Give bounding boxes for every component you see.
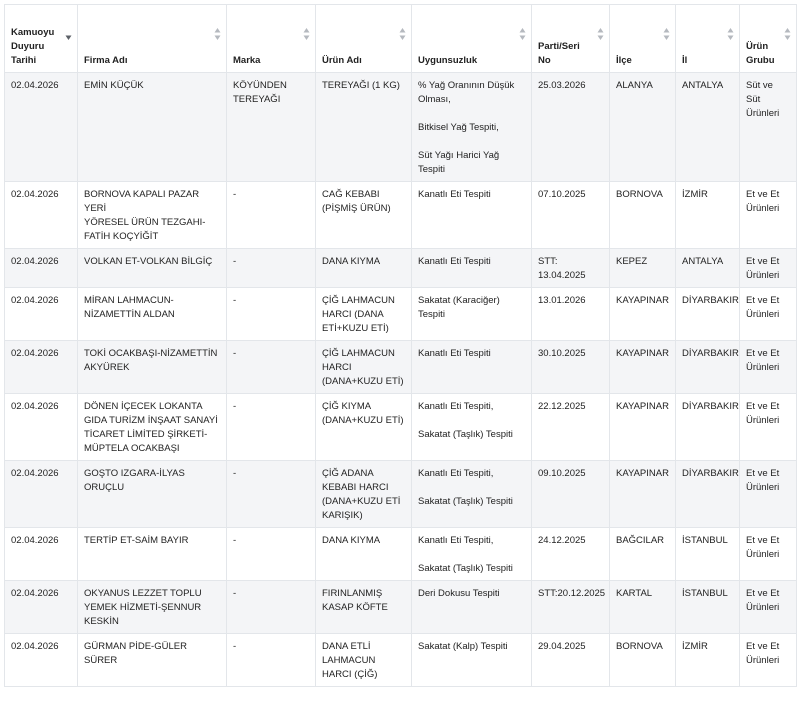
cell-text: FATİH KOÇYİĞİT	[84, 231, 159, 242]
cell-duyuru-tarihi	[5, 528, 78, 581]
header-label: Parti/Seri No	[538, 41, 580, 66]
cell-urun-grubu	[740, 634, 797, 687]
cell-uygunsuzluk	[412, 581, 532, 634]
sort-icon[interactable]	[597, 27, 604, 41]
cell-text: KASAP KÖFTE	[322, 602, 388, 613]
cell-text: MİRAN LAHMACUN-	[84, 295, 174, 306]
cell-uygunsuzluk	[412, 394, 532, 461]
cell-text: Et ve Et	[746, 348, 780, 359]
cell-text: -	[233, 588, 237, 599]
cell-text: KARTAL	[616, 588, 653, 599]
cell-text: ETİ+KUZU ETİ)	[322, 323, 389, 334]
cell-text: 02.04.2026	[11, 641, 59, 652]
sort-icon[interactable]	[519, 27, 526, 41]
cell-duyuru-tarihi	[5, 249, 78, 288]
cell-text: Ürünleri	[746, 309, 780, 320]
cell-text: ÇİĞ LAHMACUN	[322, 348, 395, 359]
table-row	[5, 341, 797, 394]
cell-text: Sakatat (Taşlık) Tespiti	[418, 496, 513, 507]
cell-text: Et ve Et	[746, 295, 780, 306]
cell-urun-grubu	[740, 394, 797, 461]
col-uygunsuzluk[interactable]	[412, 5, 532, 73]
cell-firma-adi	[78, 394, 227, 461]
col-firma-adi[interactable]	[78, 5, 227, 73]
cell-urun-grubu	[740, 288, 797, 341]
cell-text: 02.04.2026	[11, 80, 59, 91]
cell-text: DİYARBAKIR	[682, 348, 739, 359]
cell-parti-seri-no	[532, 581, 610, 634]
table-row	[5, 528, 797, 581]
cell-marka	[227, 528, 316, 581]
cell-text: KESKİN	[84, 616, 119, 627]
cell-urun-adi	[316, 461, 412, 528]
cell-duyuru-tarihi	[5, 634, 78, 687]
cell-text: ÇİĞ ADANA	[322, 468, 374, 479]
cell-ilce	[610, 394, 676, 461]
cell-uygunsuzluk	[412, 461, 532, 528]
cell-text: 30.10.2025	[538, 348, 586, 359]
cell-text: -	[233, 535, 237, 546]
cell-text: 02.04.2026	[11, 588, 59, 599]
table-header-row	[5, 5, 797, 73]
col-il[interactable]	[676, 5, 740, 73]
cell-marka	[227, 182, 316, 249]
cell-text: KAYAPINAR	[616, 348, 669, 359]
cell-urun-grubu	[740, 341, 797, 394]
table-row	[5, 249, 797, 288]
cell-text: ALANYA	[616, 80, 653, 91]
cell-text: YÖRESEL ÜRÜN TEZGAHI-	[84, 217, 206, 228]
cell-urun-adi	[316, 341, 412, 394]
cell-text: BORNOVA	[616, 189, 663, 200]
cell-text: STT:	[538, 256, 558, 267]
cell-duyuru-tarihi	[5, 461, 78, 528]
cell-text: ÇİĞ LAHMACUN	[322, 295, 395, 306]
cell-il	[676, 634, 740, 687]
cell-firma-adi	[78, 581, 227, 634]
cell-parti-seri-no	[532, 288, 610, 341]
cell-ilce	[610, 288, 676, 341]
cell-text: Ürünleri	[746, 108, 780, 119]
cell-urun-adi	[316, 394, 412, 461]
col-duyuru-tarihi[interactable]	[5, 5, 78, 73]
header-label: Ürün Adı	[322, 55, 362, 66]
cell-text: YEMEK HİZMETİ-ŞENNUR	[84, 602, 202, 613]
header-label: Marka	[233, 55, 261, 66]
cell-text: ÇİĞ KIYMA	[322, 401, 372, 412]
cell-urun-adi	[316, 528, 412, 581]
header-label: Ürün Grubu	[746, 41, 775, 66]
cell-firma-adi	[78, 341, 227, 394]
cell-text: Süt	[746, 94, 761, 105]
cell-text: Kanatlı Eti Tespiti	[418, 189, 491, 200]
cell-text: Ürünleri	[746, 549, 780, 560]
cell-urun-grubu	[740, 249, 797, 288]
cell-urun-adi	[316, 182, 412, 249]
cell-text: CAĞ KEBABI	[322, 189, 380, 200]
recall-table	[4, 4, 797, 687]
cell-urun-adi	[316, 73, 412, 182]
cell-text: Ürünleri	[746, 270, 780, 281]
cell-text: İSTANBUL	[682, 535, 728, 546]
cell-text: DANA ETLİ	[322, 641, 371, 652]
cell-text: KEBABI HARCI	[322, 482, 389, 493]
cell-text: Tespiti	[418, 164, 445, 175]
cell-ilce	[610, 73, 676, 182]
cell-ilce	[610, 528, 676, 581]
cell-text: HARCI (DANA	[322, 309, 384, 320]
cell-text: 29.04.2025	[538, 641, 586, 652]
cell-text	[418, 135, 525, 149]
cell-il	[676, 581, 740, 634]
cell-text: DİYARBAKIR	[682, 468, 739, 479]
cell-text: FIRINLANMIŞ	[322, 588, 383, 599]
cell-text: Kanatlı Eti Tespiti	[418, 256, 491, 267]
cell-duyuru-tarihi	[5, 73, 78, 182]
header-label: Uygunsuzluk	[418, 55, 478, 66]
cell-text: TERTİP ET-SAİM BAYIR	[84, 535, 189, 546]
cell-urun-grubu	[740, 182, 797, 249]
cell-text: 02.04.2026	[11, 189, 59, 200]
cell-text: EMİN KÜÇÜK	[84, 80, 144, 91]
cell-text: GIDA TURİZM İNŞAAT SANAYİ	[84, 415, 218, 426]
cell-text: LAHMACUN	[322, 655, 376, 666]
cell-parti-seri-no	[532, 528, 610, 581]
cell-duyuru-tarihi	[5, 394, 78, 461]
cell-text	[418, 107, 525, 121]
cell-text: Süt ve	[746, 80, 773, 91]
cell-text: (PİŞMİŞ ÜRÜN)	[322, 203, 391, 214]
cell-text: Sakatat (Taşlık) Tespiti	[418, 429, 513, 440]
cell-marka	[227, 461, 316, 528]
cell-text	[418, 481, 525, 495]
table-row	[5, 394, 797, 461]
sort-icon[interactable]	[784, 27, 791, 41]
cell-duyuru-tarihi	[5, 581, 78, 634]
cell-text: DANA KIYMA	[322, 535, 381, 546]
cell-text: Ürünleri	[746, 203, 780, 214]
cell-text: -	[233, 189, 237, 200]
table-row	[5, 182, 797, 249]
cell-marka	[227, 634, 316, 687]
cell-text	[418, 548, 525, 562]
cell-urun-grubu	[740, 528, 797, 581]
cell-text: -	[233, 295, 237, 306]
cell-text: VOLKAN ET-VOLKAN BİLGİÇ	[84, 256, 213, 267]
cell-text: (DANA+KUZU ETİ)	[322, 376, 404, 387]
col-urun-adi[interactable]	[316, 5, 412, 73]
cell-il	[676, 249, 740, 288]
cell-text: Et ve Et	[746, 535, 780, 546]
cell-text: -	[233, 348, 237, 359]
cell-marka	[227, 581, 316, 634]
cell-text: Et ve Et	[746, 468, 780, 479]
cell-text: 25.03.2026	[538, 80, 586, 91]
cell-urun-grubu	[740, 461, 797, 528]
cell-firma-adi	[78, 182, 227, 249]
cell-text: MÜPTELA OCAKBAŞI	[84, 443, 180, 454]
cell-marka	[227, 341, 316, 394]
cell-uygunsuzluk	[412, 528, 532, 581]
cell-parti-seri-no	[532, 394, 610, 461]
cell-ilce	[610, 341, 676, 394]
header-label: Firma Adı	[84, 55, 128, 66]
col-parti-seri-no[interactable]	[532, 5, 610, 73]
cell-text: Süt Yağı Harici Yağ	[418, 150, 500, 161]
cell-text: (DANA+KUZU ETİ	[322, 496, 401, 507]
header-label: İlçe	[616, 55, 632, 66]
cell-text: KAYAPINAR	[616, 468, 669, 479]
col-urun-grubu[interactable]	[740, 5, 797, 73]
cell-text: KAYAPINAR	[616, 295, 669, 306]
cell-text: TEREYAĞI (1 KG)	[322, 80, 400, 91]
cell-text: BAĞCILAR	[616, 535, 665, 546]
cell-duyuru-tarihi	[5, 341, 78, 394]
cell-text: Ürünleri	[746, 362, 780, 373]
cell-text: Et ve Et	[746, 641, 780, 652]
cell-parti-seri-no	[532, 73, 610, 182]
cell-text: İZMİR	[682, 641, 708, 652]
table-row	[5, 634, 797, 687]
cell-urun-adi	[316, 581, 412, 634]
cell-marka	[227, 249, 316, 288]
cell-firma-adi	[78, 288, 227, 341]
cell-text: HARCI (ÇİĞ)	[322, 669, 378, 680]
cell-text: Ürünleri	[746, 482, 780, 493]
table-row	[5, 288, 797, 341]
cell-uygunsuzluk	[412, 73, 532, 182]
cell-text: Sakatat (Karaciğer)	[418, 295, 500, 306]
cell-ilce	[610, 182, 676, 249]
cell-text: OKYANUS LEZZET TOPLU	[84, 588, 202, 599]
cell-text: TOKİ OCAKBAŞI-NİZAMETTİN	[84, 348, 218, 359]
cell-text: AKYÜREK	[84, 362, 130, 373]
cell-marka	[227, 73, 316, 182]
cell-urun-grubu	[740, 581, 797, 634]
cell-text: Kanatlı Eti Tespiti	[418, 348, 491, 359]
cell-text: İZMİR	[682, 189, 708, 200]
cell-urun-adi	[316, 249, 412, 288]
cell-text: BORNOVA KAPALI PAZAR YERİ	[84, 189, 200, 214]
cell-text: 02.04.2026	[11, 401, 59, 412]
cell-text: -	[233, 401, 237, 412]
cell-parti-seri-no	[532, 341, 610, 394]
sort-icon[interactable]	[663, 27, 670, 41]
cell-marka	[227, 288, 316, 341]
cell-text: % Yağ Oranının Düşük	[418, 80, 515, 91]
cell-firma-adi	[78, 249, 227, 288]
cell-text: 07.10.2025	[538, 189, 586, 200]
cell-text: KARIŞIK)	[322, 510, 363, 521]
cell-text: İSTANBUL	[682, 588, 728, 599]
cell-text: STT:20.12.2025	[538, 588, 606, 599]
cell-firma-adi	[78, 528, 227, 581]
cell-text: Ürünleri	[746, 655, 780, 666]
cell-il	[676, 288, 740, 341]
cell-ilce	[610, 581, 676, 634]
col-ilce[interactable]	[610, 5, 676, 73]
cell-text: Tespiti	[418, 309, 445, 320]
cell-il	[676, 528, 740, 581]
cell-text: Olması,	[418, 94, 451, 105]
cell-text: -	[233, 641, 237, 652]
cell-duyuru-tarihi	[5, 288, 78, 341]
cell-text: 02.04.2026	[11, 256, 59, 267]
cell-il	[676, 73, 740, 182]
cell-text: GOŞTO IZGARA-İLYAS ORUÇLU	[84, 468, 185, 493]
table-row	[5, 581, 797, 634]
cell-text: 22.12.2025	[538, 401, 586, 412]
cell-text: Kanatlı Eti Tespiti,	[418, 468, 494, 479]
sort-icon[interactable]	[727, 27, 734, 41]
cell-text: Et ve Et	[746, 189, 780, 200]
cell-text: -	[233, 468, 237, 479]
cell-firma-adi	[78, 73, 227, 182]
cell-text: NİZAMETTİN ALDAN	[84, 309, 175, 320]
cell-text: KAYAPINAR	[616, 401, 669, 412]
cell-uygunsuzluk	[412, 634, 532, 687]
table-body	[5, 73, 797, 687]
cell-text: TEREYAĞI	[233, 94, 281, 105]
cell-text: DİYARBAKIR	[682, 401, 739, 412]
cell-text: HARCI	[322, 362, 352, 373]
table-row	[5, 73, 797, 182]
cell-text: Kanatlı Eti Tespiti,	[418, 535, 494, 546]
cell-uygunsuzluk	[412, 182, 532, 249]
cell-text: 24.12.2025	[538, 535, 586, 546]
cell-uygunsuzluk	[412, 341, 532, 394]
cell-uygunsuzluk	[412, 288, 532, 341]
cell-text: KEPEZ	[616, 256, 648, 267]
sort-icon[interactable]	[303, 27, 310, 41]
header-label: Kamuoyu Duyuru Tarihi	[11, 27, 55, 66]
cell-text: Sakatat (Kalp) Tespiti	[418, 641, 508, 652]
cell-parti-seri-no	[532, 182, 610, 249]
table-row	[5, 461, 797, 528]
cell-text: DİYARBAKIR	[682, 295, 739, 306]
cell-text: Sakatat (Taşlık) Tespiti	[418, 563, 513, 574]
cell-text: ANTALYA	[682, 256, 724, 267]
sort-desc-icon[interactable]	[65, 27, 72, 41]
cell-il	[676, 341, 740, 394]
cell-ilce	[610, 461, 676, 528]
cell-marka	[227, 394, 316, 461]
cell-text: 02.04.2026	[11, 468, 59, 479]
cell-text: Et ve Et	[746, 401, 780, 412]
cell-text: Deri Dokusu Tespiti	[418, 588, 500, 599]
cell-text: 02.04.2026	[11, 535, 59, 546]
cell-text: Kanatlı Eti Tespiti,	[418, 401, 494, 412]
cell-il	[676, 394, 740, 461]
cell-text: DANA KIYMA	[322, 256, 381, 267]
cell-urun-adi	[316, 634, 412, 687]
cell-ilce	[610, 634, 676, 687]
header-label: İl	[682, 55, 688, 66]
cell-text: Et ve Et	[746, 588, 780, 599]
col-marka[interactable]	[227, 5, 316, 73]
cell-text: BORNOVA	[616, 641, 663, 652]
cell-text: (DANA+KUZU ETİ)	[322, 415, 404, 426]
cell-text: GÜRMAN PİDE-GÜLER SÜRER	[84, 641, 187, 666]
cell-text	[418, 414, 525, 428]
cell-text: 02.04.2026	[11, 348, 59, 359]
cell-uygunsuzluk	[412, 249, 532, 288]
cell-text: Ürünleri	[746, 415, 780, 426]
cell-text: 13.01.2026	[538, 295, 586, 306]
cell-text: 09.10.2025	[538, 468, 586, 479]
cell-text: Et ve Et	[746, 256, 780, 267]
cell-text: 02.04.2026	[11, 295, 59, 306]
sort-icon[interactable]	[399, 27, 406, 41]
cell-text: ANTALYA	[682, 80, 724, 91]
cell-text: KÖYÜNDEN	[233, 80, 287, 91]
cell-parti-seri-no	[532, 249, 610, 288]
cell-text: Bitkisel Yağ Tespiti,	[418, 122, 499, 133]
cell-text: DÖNEN İÇECEK LOKANTA	[84, 401, 203, 412]
cell-parti-seri-no	[532, 461, 610, 528]
cell-firma-adi	[78, 634, 227, 687]
sort-icon[interactable]	[214, 27, 221, 41]
cell-text: TİCARET LİMİTED ŞİRKETİ-	[84, 429, 208, 440]
cell-il	[676, 461, 740, 528]
cell-ilce	[610, 249, 676, 288]
cell-text: -	[233, 256, 237, 267]
cell-duyuru-tarihi	[5, 182, 78, 249]
cell-urun-grubu	[740, 73, 797, 182]
cell-urun-adi	[316, 288, 412, 341]
cell-parti-seri-no	[532, 634, 610, 687]
cell-text: Ürünleri	[746, 602, 780, 613]
cell-firma-adi	[78, 461, 227, 528]
cell-il	[676, 182, 740, 249]
cell-text: 13.04.2025	[538, 270, 586, 281]
